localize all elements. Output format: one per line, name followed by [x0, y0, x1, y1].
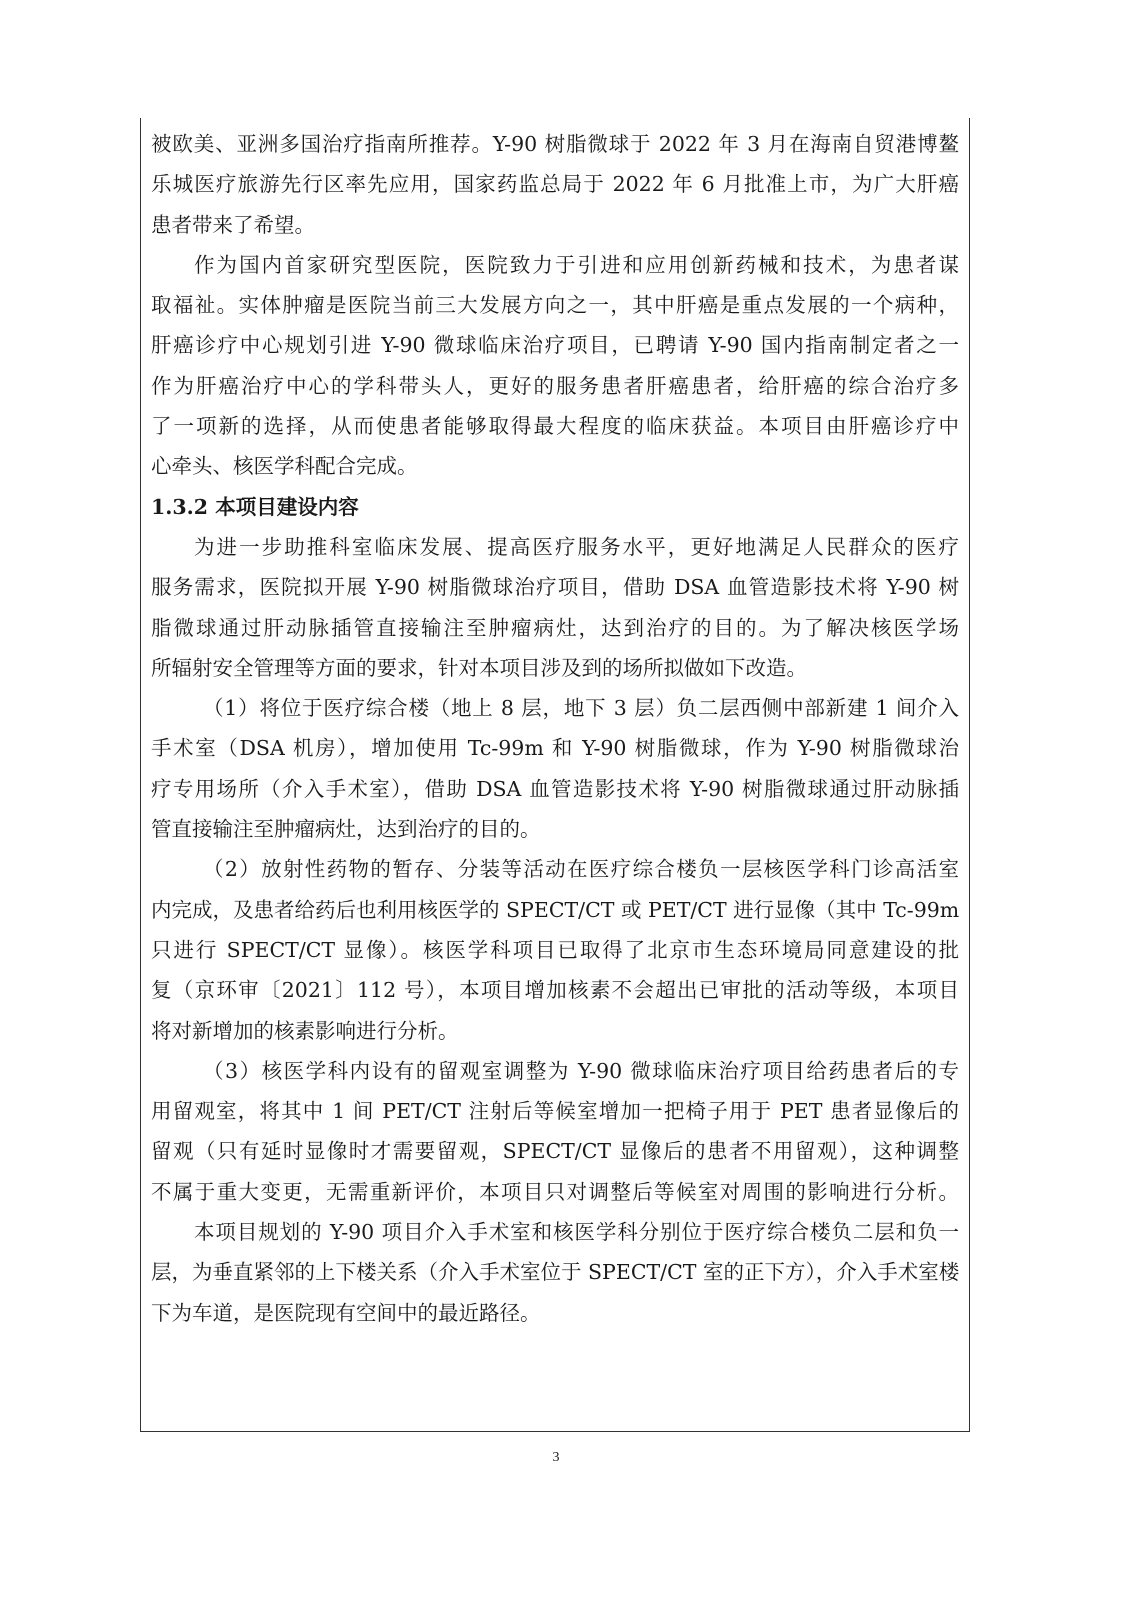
- text-line: 了一项新的选择，从而使患者能够取得最大程度的临床获益。本项目由肝癌诊疗中: [151, 414, 959, 439]
- text-line: 作为国内首家研究型医院，医院致力于引进和应用创新药械和技术，为患者谋: [194, 252, 959, 277]
- text-line: 为进一步助推科室临床发展、提高医疗服务水平，更好地满足人民群众的医疗: [194, 534, 959, 559]
- text-line: 作为肝癌治疗中心的学科带头人，更好的服务患者肝癌患者，给肝癌的综合治疗多: [151, 373, 959, 398]
- section-heading: 1.3.2 本项目建设内容: [151, 494, 359, 519]
- page-number: 3: [552, 1450, 560, 1465]
- text-line: （1）将位于医疗综合楼（地上 8 层，地下 3 层）负二层西侧中部新建 1 间介入: [203, 696, 959, 721]
- text-line: 脂微球通过肝动脉插管直接输注至肿瘤病灶，达到治疗的目的。为了解决核医学场: [151, 615, 959, 640]
- content-table-cell: [140, 118, 970, 1432]
- text-line: 服务需求，医院拟开展 Y-90 树脂微球治疗项目，借助 DSA 血管造影技术将 Y-90 树: [151, 575, 959, 600]
- text-line: （2）放射性药物的暂存、分装等活动在医疗综合楼负一层核医学科门诊高活室: [203, 857, 959, 882]
- text-line: 疗专用场所（介入手术室），借助 DSA 血管造影技术将 Y-90 树脂微球通过肝动脉插: [151, 776, 959, 801]
- text-line: 管直接输注至肿瘤病灶，达到治疗的目的。: [151, 817, 541, 842]
- text-line: 所辐射安全管理等方面的要求，针对本项目涉及到的场所拟做如下改造。: [151, 655, 807, 680]
- text-line: 患者带来了希望。: [151, 212, 315, 237]
- text-line: 乐城医疗旅游先行区率先应用，国家药监总局于 2022 年 6 月批准上市，为广大肝癌: [151, 172, 959, 197]
- text-line: （3）核医学科内设有的留观室调整为 Y-90 微球临床治疗项目给药患者后的专: [203, 1058, 959, 1083]
- text-line: 层，为垂直紧邻的上下楼关系（介入手术室位于 SPECT/CT 室的正下方），介入手术室楼: [151, 1260, 959, 1285]
- text-line: 将对新增加的核素影响进行分析。: [151, 1018, 459, 1043]
- text-line: 取福祉。实体肿瘤是医院当前三大发展方向之一，其中肝癌是重点发展的一个病种，: [151, 293, 959, 318]
- text-line: 只进行 SPECT/CT 显像）。核医学科项目已取得了北京市生态环境局同意建设的批: [151, 937, 959, 962]
- text-line: 留观（只有延时显像时才需要留观，SPECT/CT 显像后的患者不用留观），这种调整: [151, 1139, 959, 1164]
- text-line: 用留观室，将其中 1 间 PET/CT 注射后等候室增加一把椅子用于 PET 患者显像后的: [151, 1099, 959, 1124]
- text-line: 不属于重大变更，无需重新评价，本项目只对调整后等候室对周围的影响进行分析。: [151, 1179, 959, 1204]
- text-line: 肝癌诊疗中心规划引进 Y-90 微球临床治疗项目，已聘请 Y-90 国内指南制定者之一: [151, 333, 959, 358]
- text-line: 心牵头、核医学科配合完成。: [151, 454, 418, 479]
- text-line: 手术室（DSA 机房），增加使用 Tc-99m 和 Y-90 树脂微球，作为 Y-90 树脂微球治: [151, 736, 959, 761]
- text-line: 本项目规划的 Y-90 项目介入手术室和核医学科分别位于医疗综合楼负二层和负一: [194, 1220, 959, 1245]
- text-line: 下为车道，是医院现有空间中的最近路径。: [151, 1300, 541, 1325]
- text-line: 被欧美、亚洲多国治疗指南所推荐。Y-90 树脂微球于 2022 年 3 月在海南自贸港博鳌: [151, 132, 959, 156]
- text-line: 内完成，及患者给药后也利用核医学的 SPECT/CT 或 PET/CT 进行显像（其中 Tc-99m: [151, 897, 959, 922]
- text-line: 复（京环审〔2021〕112 号），本项目增加核素不会超出已审批的活动等级，本项目: [151, 978, 959, 1003]
